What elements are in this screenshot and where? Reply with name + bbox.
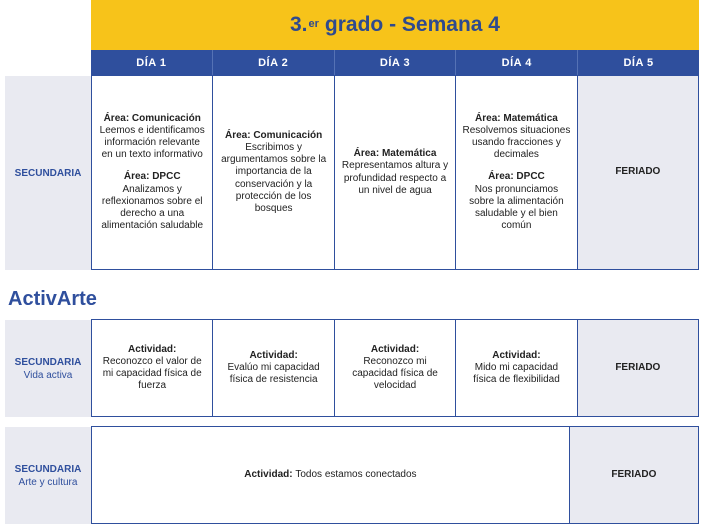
vida-activa-cell-day5-holiday: FERIADO bbox=[577, 320, 698, 416]
secundaria-row bbox=[91, 75, 699, 270]
row-label-sub: Vida activa bbox=[23, 369, 73, 381]
arte-cultura-cell-day5-holiday: FERIADO bbox=[569, 427, 698, 523]
vida-activa-cell-day2 bbox=[212, 320, 333, 416]
day-header-2: DÍA 2 bbox=[212, 50, 334, 75]
row-label-arte-cultura bbox=[5, 427, 91, 524]
row-label-main: SECUNDARIA bbox=[14, 167, 82, 179]
row-label-secundaria bbox=[5, 76, 91, 270]
day-header-row bbox=[91, 50, 699, 75]
secundaria-cell-day4 bbox=[455, 76, 576, 269]
row-label-vida-activa bbox=[5, 320, 91, 417]
cell-activity-heading: Actividad: bbox=[244, 468, 293, 480]
row-label-main: SECUNDARIA bbox=[14, 356, 82, 368]
day-header-1: DÍA 1 bbox=[136, 56, 167, 69]
secundaria-cell-day3 bbox=[334, 76, 455, 269]
day-header-4: DÍA 4 bbox=[455, 50, 577, 75]
vida-activa-row bbox=[91, 319, 699, 417]
title-prefix: 3. bbox=[290, 13, 308, 36]
vida-activa-cell-day4 bbox=[455, 320, 576, 416]
cell-area-heading: Área: DPCC bbox=[123, 171, 181, 183]
cell-lesson-text: Representamos altura y profundidad respecto a un nivel de agua bbox=[341, 160, 449, 196]
arte-cultura-cell-days1-4 bbox=[92, 427, 569, 523]
cell-lesson-text: Resolvemos situaciones usando fracciones y decimales bbox=[462, 124, 571, 161]
row-label-sub: Arte y cultura bbox=[18, 476, 78, 488]
cell-activity-heading: Actividad: bbox=[128, 343, 177, 355]
title-rest: grado - Semana 4 bbox=[324, 13, 500, 36]
cell-activity-text: Reconozco el valor de mi capacidad física de fuerza bbox=[102, 355, 202, 392]
day-header-3: DÍA 3 bbox=[334, 50, 456, 75]
vida-activa-cell-day1 bbox=[92, 320, 212, 416]
cell-lesson-text: Analizamos y reflexionamos sobre el derecho a una alimentación saludable bbox=[101, 183, 204, 232]
cell-activity-heading: Actividad: bbox=[249, 349, 298, 361]
cell-activity-heading: Actividad: bbox=[492, 349, 541, 361]
cell-area-heading: Área: Comunicación bbox=[103, 112, 201, 124]
cell-activity-heading: Actividad: bbox=[370, 343, 420, 355]
cell-activity-text: Todos estamos conectados bbox=[295, 468, 417, 480]
arte-cultura-row bbox=[91, 426, 699, 524]
cell-lesson-text: Nos pronunciamos sobre la alimentación saludable y el bien común bbox=[469, 183, 564, 232]
secundaria-cell-day5-holiday: FERIADO bbox=[577, 76, 698, 269]
cell-lesson-text: Escribimos y argumentamos sobre la importancia de la conservación y la protección de los bosques bbox=[221, 141, 327, 214]
cell-area-heading: Área: Comunicación bbox=[224, 129, 323, 141]
day-header-5: DÍA 5 bbox=[577, 50, 699, 75]
row-label-main: SECUNDARIA bbox=[14, 463, 82, 475]
title-superscript: er bbox=[308, 18, 319, 30]
cell-lesson-text: Leemos e identificamos información relevante en un texto informativo bbox=[99, 124, 205, 161]
vida-activa-cell-day3 bbox=[334, 320, 455, 416]
week-title bbox=[91, 0, 699, 50]
cell-activity-text: Reconozco mi capacidad física de velocidad bbox=[352, 355, 438, 392]
secundaria-cell-day2 bbox=[212, 76, 333, 269]
section-title-activarte: ActivArte bbox=[8, 288, 97, 310]
cell-activity-text: Evalúo mi capacidad física de resistencia bbox=[227, 361, 320, 386]
secundaria-cell-day1 bbox=[92, 76, 212, 269]
cell-area-heading: Área: DPCC bbox=[488, 171, 545, 183]
cell-area-heading: Área: Matemática bbox=[353, 148, 437, 160]
cell-activity-text: Mido mi capacidad física de flexibilidad bbox=[473, 361, 560, 386]
cell-area-heading: Área: Matemática bbox=[475, 112, 558, 124]
